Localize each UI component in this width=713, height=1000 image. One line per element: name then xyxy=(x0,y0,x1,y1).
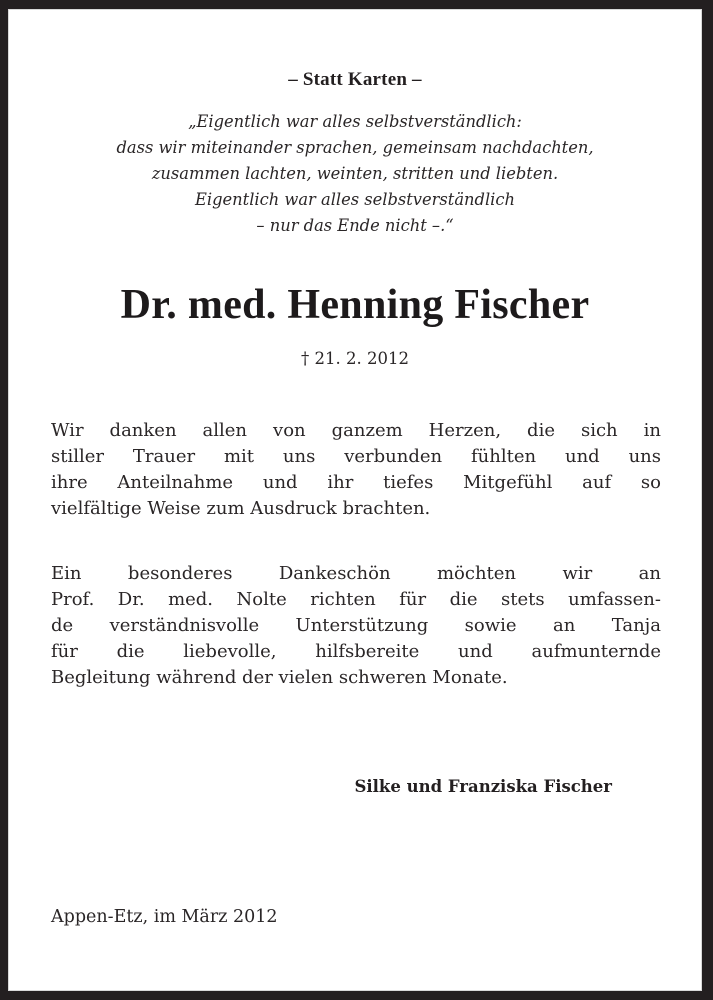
special-thanks-paragraph xyxy=(51,561,661,691)
thanks-paragraph xyxy=(51,418,661,522)
paragraph-line: de verständnisvolle Unterstützung sowie an Tanja xyxy=(51,615,661,636)
quote-line: – nur das Ende nicht –.“ xyxy=(256,216,454,235)
death-date: † 21. 2. 2012 xyxy=(301,349,409,368)
quote-line: „Eigentlich war alles selbstverständlich: xyxy=(188,112,522,131)
paragraph-line: ihre Anteilnahme und ihr tiefes Mitgefühl auf so xyxy=(51,472,661,493)
quote-block xyxy=(8,109,702,239)
paragraph-line: Begleitung während der vielen schweren Monate. xyxy=(51,667,508,688)
deceased-name: Dr. med. Henning Fischer xyxy=(120,282,590,328)
paragraph-line: Wir danken allen von ganzem Herzen, die sich in xyxy=(51,420,661,441)
paragraph-line: Prof. Dr. med. Nolte richten für die stets umfassen- xyxy=(51,589,661,610)
paragraph-line: stiller Trauer mit uns verbunden fühlten und uns xyxy=(51,446,661,467)
paragraph-line: Ein besonderes Dankeschön möchten wir an xyxy=(51,563,661,584)
paragraph-line: vielfältige Weise zum Ausdruck brachten. xyxy=(51,498,431,519)
quote-line: zusammen lachten, weinten, stritten und liebten. xyxy=(151,164,559,183)
place-and-date: Appen-Etz, im März 2012 xyxy=(51,907,278,927)
heading-statt-karten: – Statt Karten – xyxy=(288,69,422,90)
obituary-notice xyxy=(8,9,702,991)
signature: Silke und Franziska Fischer xyxy=(354,777,612,796)
quote-line: Eigentlich war alles selbstverständlich xyxy=(195,190,515,209)
quote-line: dass wir miteinander sprachen, gemeinsam nachdachten, xyxy=(116,138,594,157)
paragraph-line: für die liebevolle, hilfsbereite und aufmunternde xyxy=(51,641,661,662)
